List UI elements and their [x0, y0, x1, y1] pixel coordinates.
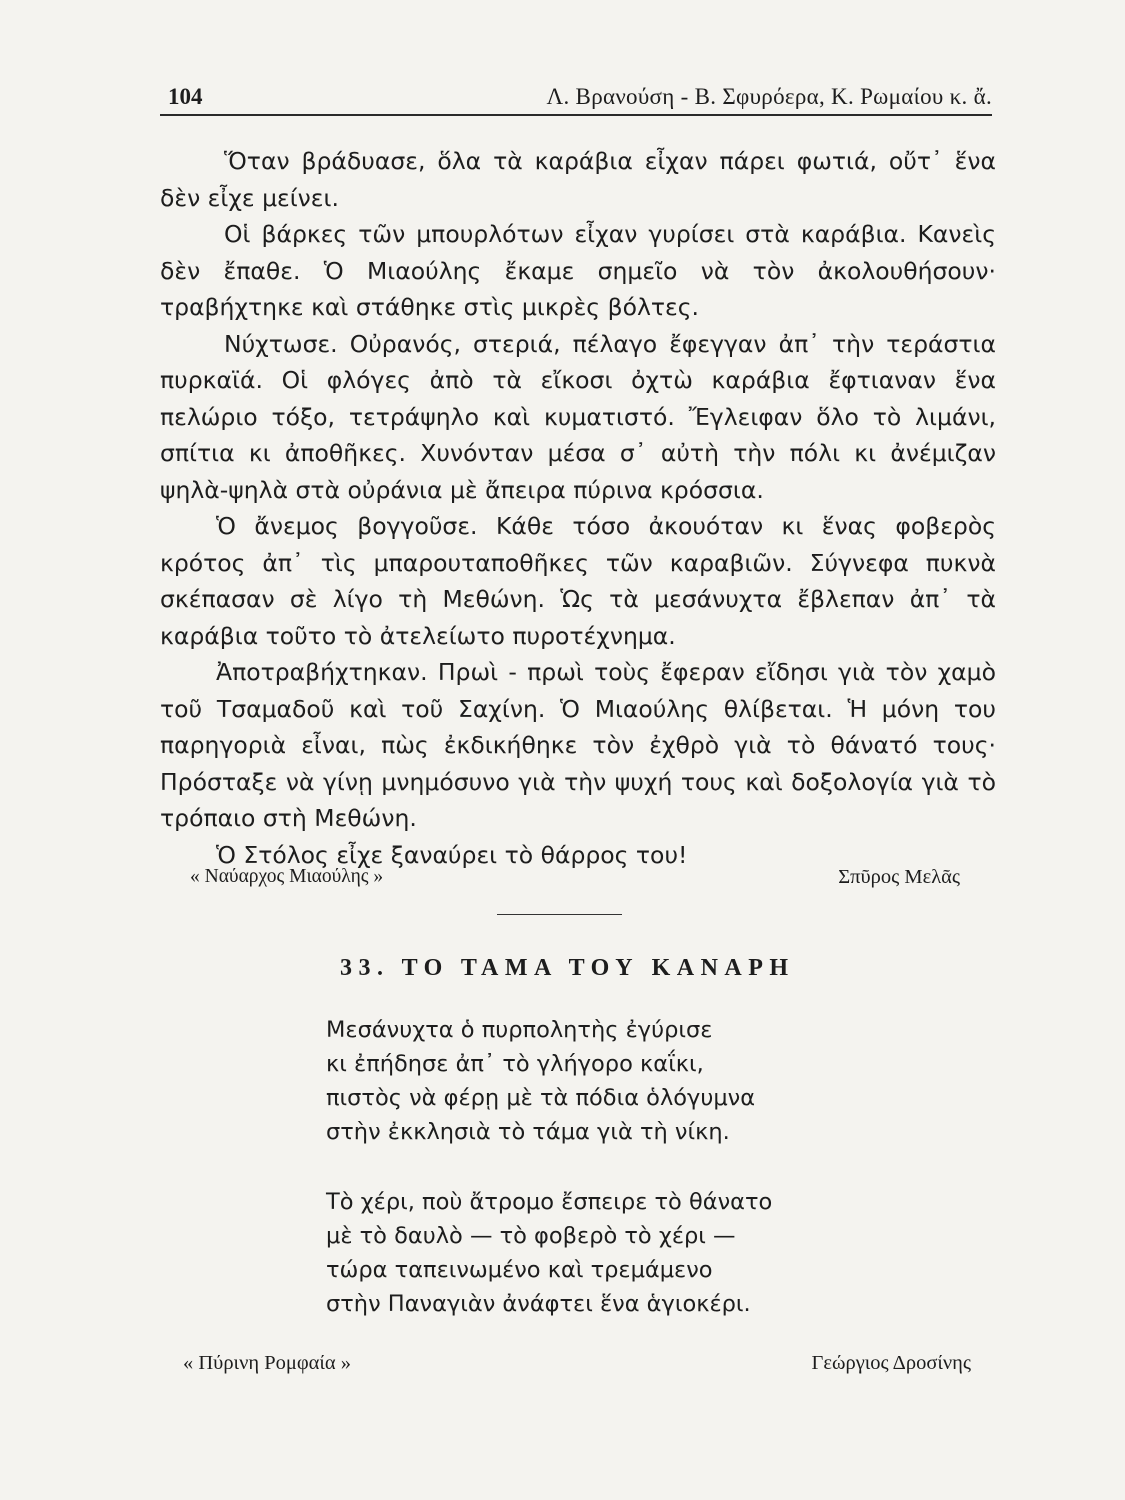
poem-line: τώρα ταπεινωμένο καὶ τρεμάμενο [326, 1257, 713, 1283]
page-header [160, 78, 992, 116]
poem-line: μὲ τὸ δαυλὸ — τὸ φοβερὸ τὸ χέρι — [326, 1223, 736, 1249]
source-work: « Πύρινη Ρομφαία » [183, 1352, 352, 1374]
prose-text [160, 143, 996, 873]
poem-stanza [326, 1013, 755, 1149]
source-citation [190, 866, 960, 896]
source-author: Γεώργιος Δροσίνης [811, 1352, 971, 1374]
poem-line: κι ἐπήδησε ἀπ᾽ τὸ γλήγορο καΐκι, [326, 1051, 704, 1077]
source-citation [183, 1352, 971, 1382]
paragraph: Οἱ βάρκες τῶν μπουρλότων εἶχαν γυρίσει στὰ καράβια. Κανεὶς δὲν ἔπαθε. Ὁ Μιαούλης ἔκαμε σημεῖο νὰ τὸν ἀκολουθήσουν· τραβήχτηκε καὶ στάθηκε στὶς μικρὲς βόλτες. [160, 220, 996, 321]
poem-line: Τὸ χέρι, ποὺ ἄτρομο ἔσπειρε τὸ θάνατο [326, 1189, 773, 1215]
page-number: 104 [168, 84, 203, 109]
source-work: « Ναύαρχος Μιαούλης » [190, 866, 384, 887]
paragraph: Ὁ ἄνεμος βογγοῦσε. Κάθε τόσο ἀκουόταν κι ἕνας φοβερὸς κρότος ἀπ᾽ τὶς μπαρουταποθῆκες τῶν καραβιῶν. Σύγνεφα πυκνὰ σκέπασαν σὲ λίγο τὴ Μεθώνη. Ὡς τὰ μεσάνυχτα ἔβλεπαν ἀπ᾽ τὰ καράβια τοῦτο τὸ ἀτελείωτο πυροτέχνημα. [160, 512, 996, 650]
paragraph: Ὁ Στόλος εἶχε ξαναύρει τὸ θάρρος του! [216, 840, 688, 869]
poem-line: στὴν Παναγιὰν ἀνάφτει ἕνα ἁγιοκέρι. [326, 1291, 751, 1317]
paragraph: Νύχτωσε. Οὐρανός, στεριά, πέλαγο ἔφεγγαν ἀπ᾽ τὴν τεράστια πυρκαϊά. Οἱ φλόγες ἀπὸ τὰ εἴκοσι ὀχτὼ καράβια ἔφτιαναν ἕνα πελώριο τόξο, τετράψηλο καὶ κυματιστό. Ἔγλειφαν ὅλο τὸ λιμάνι, σπίτια κι ἀποθῆκες. Χυνόνταν μέσα σ᾽ αὐτὴ τὴν πόλι κι ἀνέμιζαν ψηλὰ-ψηλὰ στὰ οὐράνια μὲ ἄπειρα πύρινα κρόσσια. [160, 329, 996, 504]
running-head: Λ. Βρανούση - Β. Σφυρόερα, Κ. Ρωμαίου κ. ἄ. [546, 84, 992, 109]
poem-stanza [326, 1185, 772, 1321]
paragraph: Ἀποτραβήχτηκαν. Πρωὶ - πρωὶ τοὺς ἔφεραν εἴδησι γιὰ τὸν χαμὸ τοῦ Τσαμαδοῦ καὶ τοῦ Σαχίνη. Ὁ Μιαούλης θλίβεται. Ἡ μόνη του παρηγοριὰ εἶναι, πὼς ἐκδικήθηκε τὸν ἐχθρὸ γιὰ τὸ θάνατό τους· Πρόσταξε νὰ γίνῃ μνημόσυνο γιὰ τὴν ψυχή τους καὶ δοξολογία γιὰ τὸ τρόπαιο στὴ Μεθώνη. [160, 658, 996, 832]
section-divider [497, 914, 622, 915]
source-author: Σπῦρος Μελᾶς [838, 866, 960, 888]
poem-line: πιστὸς νὰ φέρῃ μὲ τὰ πόδια ὁλόγυμνα [326, 1085, 756, 1111]
poem-line: στὴν ἐκκλησιὰ τὸ τάμα γιὰ τὴ νίκη. [326, 1119, 730, 1145]
paragraph: Ὅταν βράδυασε, ὅλα τὰ καράβια εἶχαν πάρει φωτιά, οὔτ᾽ ἕνα δὲν εἶχε μείνει. [160, 147, 996, 212]
poem-line: Μεσάνυχτα ὁ πυρπολητὴς ἐγύρισε [326, 1017, 713, 1043]
poem-title: 33. ΤΟ ΤΑΜΑ ΤΟΥ ΚΑΝΑΡΗ [340, 955, 795, 981]
